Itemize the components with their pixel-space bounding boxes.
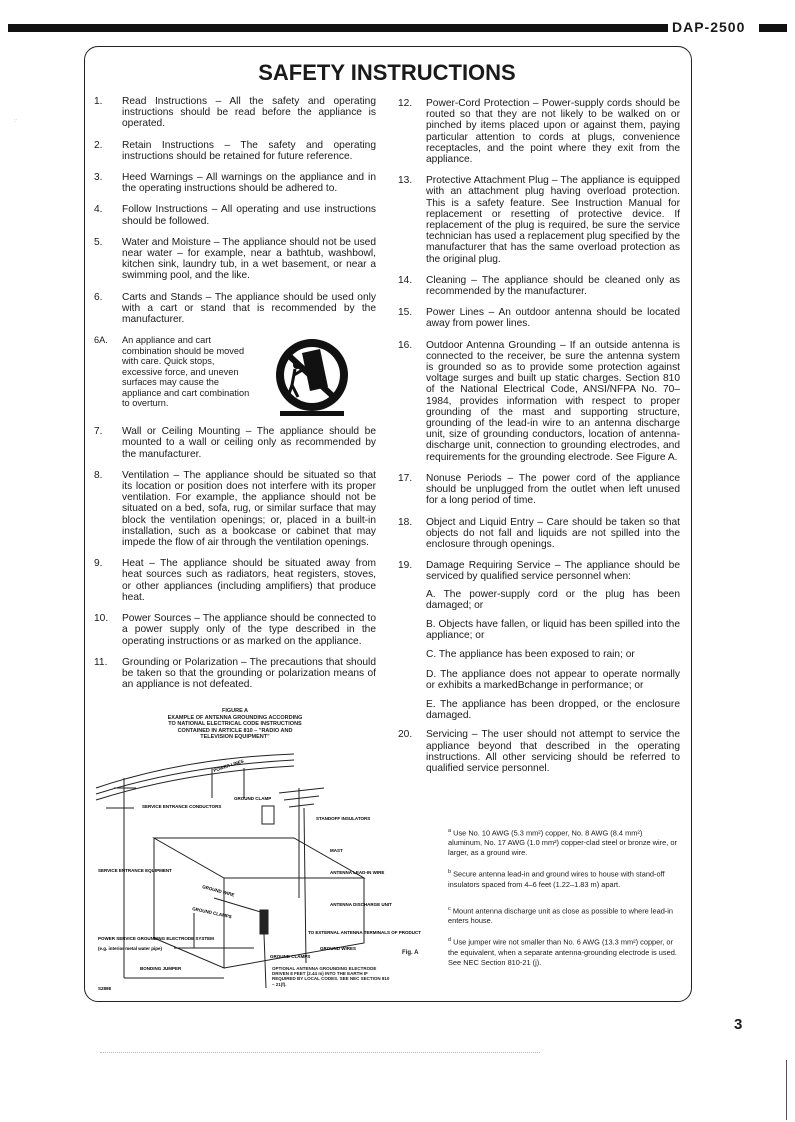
label-ground-clamps: GROUND CLAMPS	[191, 906, 233, 920]
label-discharge: ANTENNA DISCHARGE UNIT	[330, 902, 392, 907]
figure-caption: FIGURE A EXAMPLE OF ANTENNA GROUNDING ACCORDING TO NATIONAL ELECTRICAL CODE INSTRUCTIONS CONTAINED IN ARTICLE 810 – "RADIO AND TELEVISION EQUIPMENT"	[167, 708, 303, 741]
header-bar	[8, 24, 668, 32]
list-item: 10. Power Sources – The appliance should be connected to a power supply only of the type described in the operating instructions or as marked on the appliance.	[94, 613, 376, 647]
footnotes	[448, 826, 678, 977]
left-column	[94, 96, 376, 700]
list-item: 13. Protective Attachment Plug – The appliance is equipped with an attachment plug having overload protection. This is a safety feature. See Instruction Manual for replacement or resetting of protective device. If replacement of the plug is required, be sure the service technician has used a replacement plug specified by the manufacturer that has the same overload protection as the original plug.	[398, 175, 680, 265]
model-number: DAP-2500	[672, 19, 746, 35]
label-service-entrance: SERVICE ENTRANCE CONDUCTORS	[142, 804, 222, 809]
scan-artifact-line	[100, 1052, 540, 1053]
list-item: 9. Heat – The appliance should be situated away from heat sources such as radiators, heat registers, stoves, or other appliances (including amplifiers) that produce heat.	[94, 558, 376, 603]
label-antenna-lead: ANTENNA LEAD-IN WIRE	[330, 870, 385, 875]
list-item: 11. Grounding or Polarization – The precautions that should be taken so that the grounding or polarization means of an appliance is not defeated.	[94, 656, 376, 691]
label-service-equipment: SERVICE ENTRANCE EQUIPMENT	[98, 868, 172, 873]
label-ground-wire: GROUND WIRE	[201, 884, 235, 898]
list-item: 18. Object and Liquid Entry – Care should be taken so that objects do not fall and liquids are not spilled into the enclosure through openings.	[398, 516, 680, 550]
page-number: 3	[734, 1016, 743, 1033]
page-title: SAFETY INSTRUCTIONS	[258, 60, 516, 85]
label-ground-wires: GROUND WIRES	[320, 946, 356, 951]
sub-item-d: D. The appliance does not appear to operate normally or exhibits a markedBchange in performance; or	[426, 668, 680, 691]
list-item: 5. Water and Moisture – The appliance should not be used near water – for example, near a bathtub, washbowl, kitchen sink, laundry tub, in a wet basement, or near a swimming pool, and the like.	[94, 236, 376, 282]
list-item: 17. Nonuse Periods – The power cord of the appliance should be unplugged from the outlet when left unused for a long period of time.	[398, 472, 680, 507]
footnote: $^d$ Use jumper wire not smaller than No. 6 AWG (13.3 mm²) copper, or the equivalent, when a separate antenna-grounding electrode is used. See NEC Section 810-21 (j).	[448, 937, 677, 967]
list-item-6a: 6A. An appliance and cart combination should be moved with care. Quick stops, excessive force, and uneven surfaces may cause the appliance and cart combination to overturn.	[94, 335, 376, 420]
list-item: 7. Wall or Ceiling Mounting – The appliance should be mounted to a wall or ceiling only as recommended by the manufacturer.	[94, 426, 376, 460]
label-mast: MAST	[330, 848, 343, 853]
label-bonding: BONDING JUMPER	[140, 966, 182, 971]
list-item: 4. Follow Instructions – All operating and use instructions should be followed.	[94, 204, 376, 227]
list-item: 16. Outdoor Antenna Grounding – If an outside antenna is connected to the receiver, be sure the antenna system is grounded so as to provide some protection against voltage surges and built up static charges. Section 810 of the National Electrical Code, ANSI/NFPA No. 70–1984, provides information with respect to proper grounding of the mast and supporting structure, grounding of the lead-in wire to an antenna discharge unit, size of grounding conductors, location of antenna-discharge unit, connection to grounding electrodes, and requirements for the grounding electrode. See Figure A.	[398, 339, 680, 463]
list-item: 6. Carts and Stands – The appliance should be used only with a cart or stand that is recommended by the manufacturer.	[94, 291, 376, 326]
label-interior: (e.g. interior metal water pipe)	[98, 946, 163, 951]
list-item: 2. Retain Instructions – The safety and operating instructions should be retained for future reference.	[94, 139, 376, 162]
list-item: 3. Heed Warnings – All warnings on the appliance and in the operating instructions should be adhered to.	[94, 172, 376, 195]
label-standoff: STANDOFF INSULATORS	[316, 816, 371, 821]
list-item: 20. Servicing – The user should not attempt to service the appliance beyond that described in the operating instructions. All other servicing should be referred to qualified service personnel.	[398, 729, 680, 774]
sub-item-a: A. The power-supply cord or the plug has been damaged; or	[426, 588, 680, 611]
label-code: S2898	[98, 986, 112, 991]
scan-speck: ∵	[14, 118, 18, 124]
scan-edge-line	[786, 1060, 787, 1120]
label-ground-clamp: GROUND CLAMP	[234, 796, 272, 801]
label-power-grounding: POWER SERVICE GROUNDING ELECTRODE SYSTEM	[98, 936, 214, 941]
right-column	[398, 98, 680, 784]
label-ground-clamps2: GROUND CLAMPS	[270, 954, 311, 959]
sub-item-e: E. The appliance has been dropped, or the enclosure damaged.	[426, 698, 680, 722]
list-item: 14. Cleaning – The appliance should be cleaned only as recommended by the manufacturer.	[398, 274, 680, 298]
list-item: 19. Damage Requiring Service – The appliance should be serviced by qualified service personnel when:	[398, 560, 680, 583]
sub-item-b: B. Objects have fallen, or liquid has been spilled into the appliance; or	[426, 618, 680, 642]
footnote: $^c$ Mount antenna discharge unit as close as possible to where lead-in enters house.	[448, 905, 674, 926]
header-bar-end	[759, 24, 787, 32]
cart-warning-icon	[262, 335, 362, 420]
list-item: 12. Power-Cord Protection – Power-supply cords should be routed so that they are not likely to be walked on or pinched by items placed upon or against them, paying particular attention to cords at plugs, convenience receptacles, and the point where they exit from the appliance.	[398, 98, 680, 166]
label-power-lines: POWER LINES	[212, 758, 245, 773]
footnote: $^a$ Use No. 10 AWG (5.3 mm²) copper, No. 8 AWG (8.4 mm²) aluminum, No. 17 AWG (1.0 mm²) copper-clad steel or bronze wire, or larger, as a ground wire.	[448, 828, 677, 858]
fig-a-label: Fig. A	[402, 950, 419, 956]
label-optional: OPTIONAL ANTENNA GROUNDING ELECTRODE DRIVEN 8 FEET (2.44 m) INTO THE EARTH IF REQUIRED BY LOCAL CODES. SEE NEC SECTION 810 – 21(f).	[272, 966, 390, 987]
list-item: 15. Power Lines – An outdoor antenna should be located away from power lines.	[398, 307, 680, 330]
label-external: TO EXTERNAL ANTENNA TERMINALS OF PRODUCT	[308, 930, 422, 935]
sub-item-c: C. The appliance has been exposed to rain; or	[426, 649, 635, 661]
list-item: 8. Ventilation – The appliance should be situated so that its location or position does not interfere with its proper ventilation. For example, the appliance should not be situated on a bed, sofa, rug, or similar surface that may block the ventilation openings; or, placed in a built-in installation, such as a bookcase or cabinet that may impede the flow of air through the ventilation openings.	[94, 469, 376, 549]
footnote: $^b$ Secure antenna lead-in and ground wires to house with stand-off insulators spaced from 4–6 feet (1.22–1.83 m) apart.	[448, 869, 665, 889]
list-item: 1. Read Instructions – All the safety and operating instructions should be read before the appliance is operated.	[94, 96, 376, 130]
